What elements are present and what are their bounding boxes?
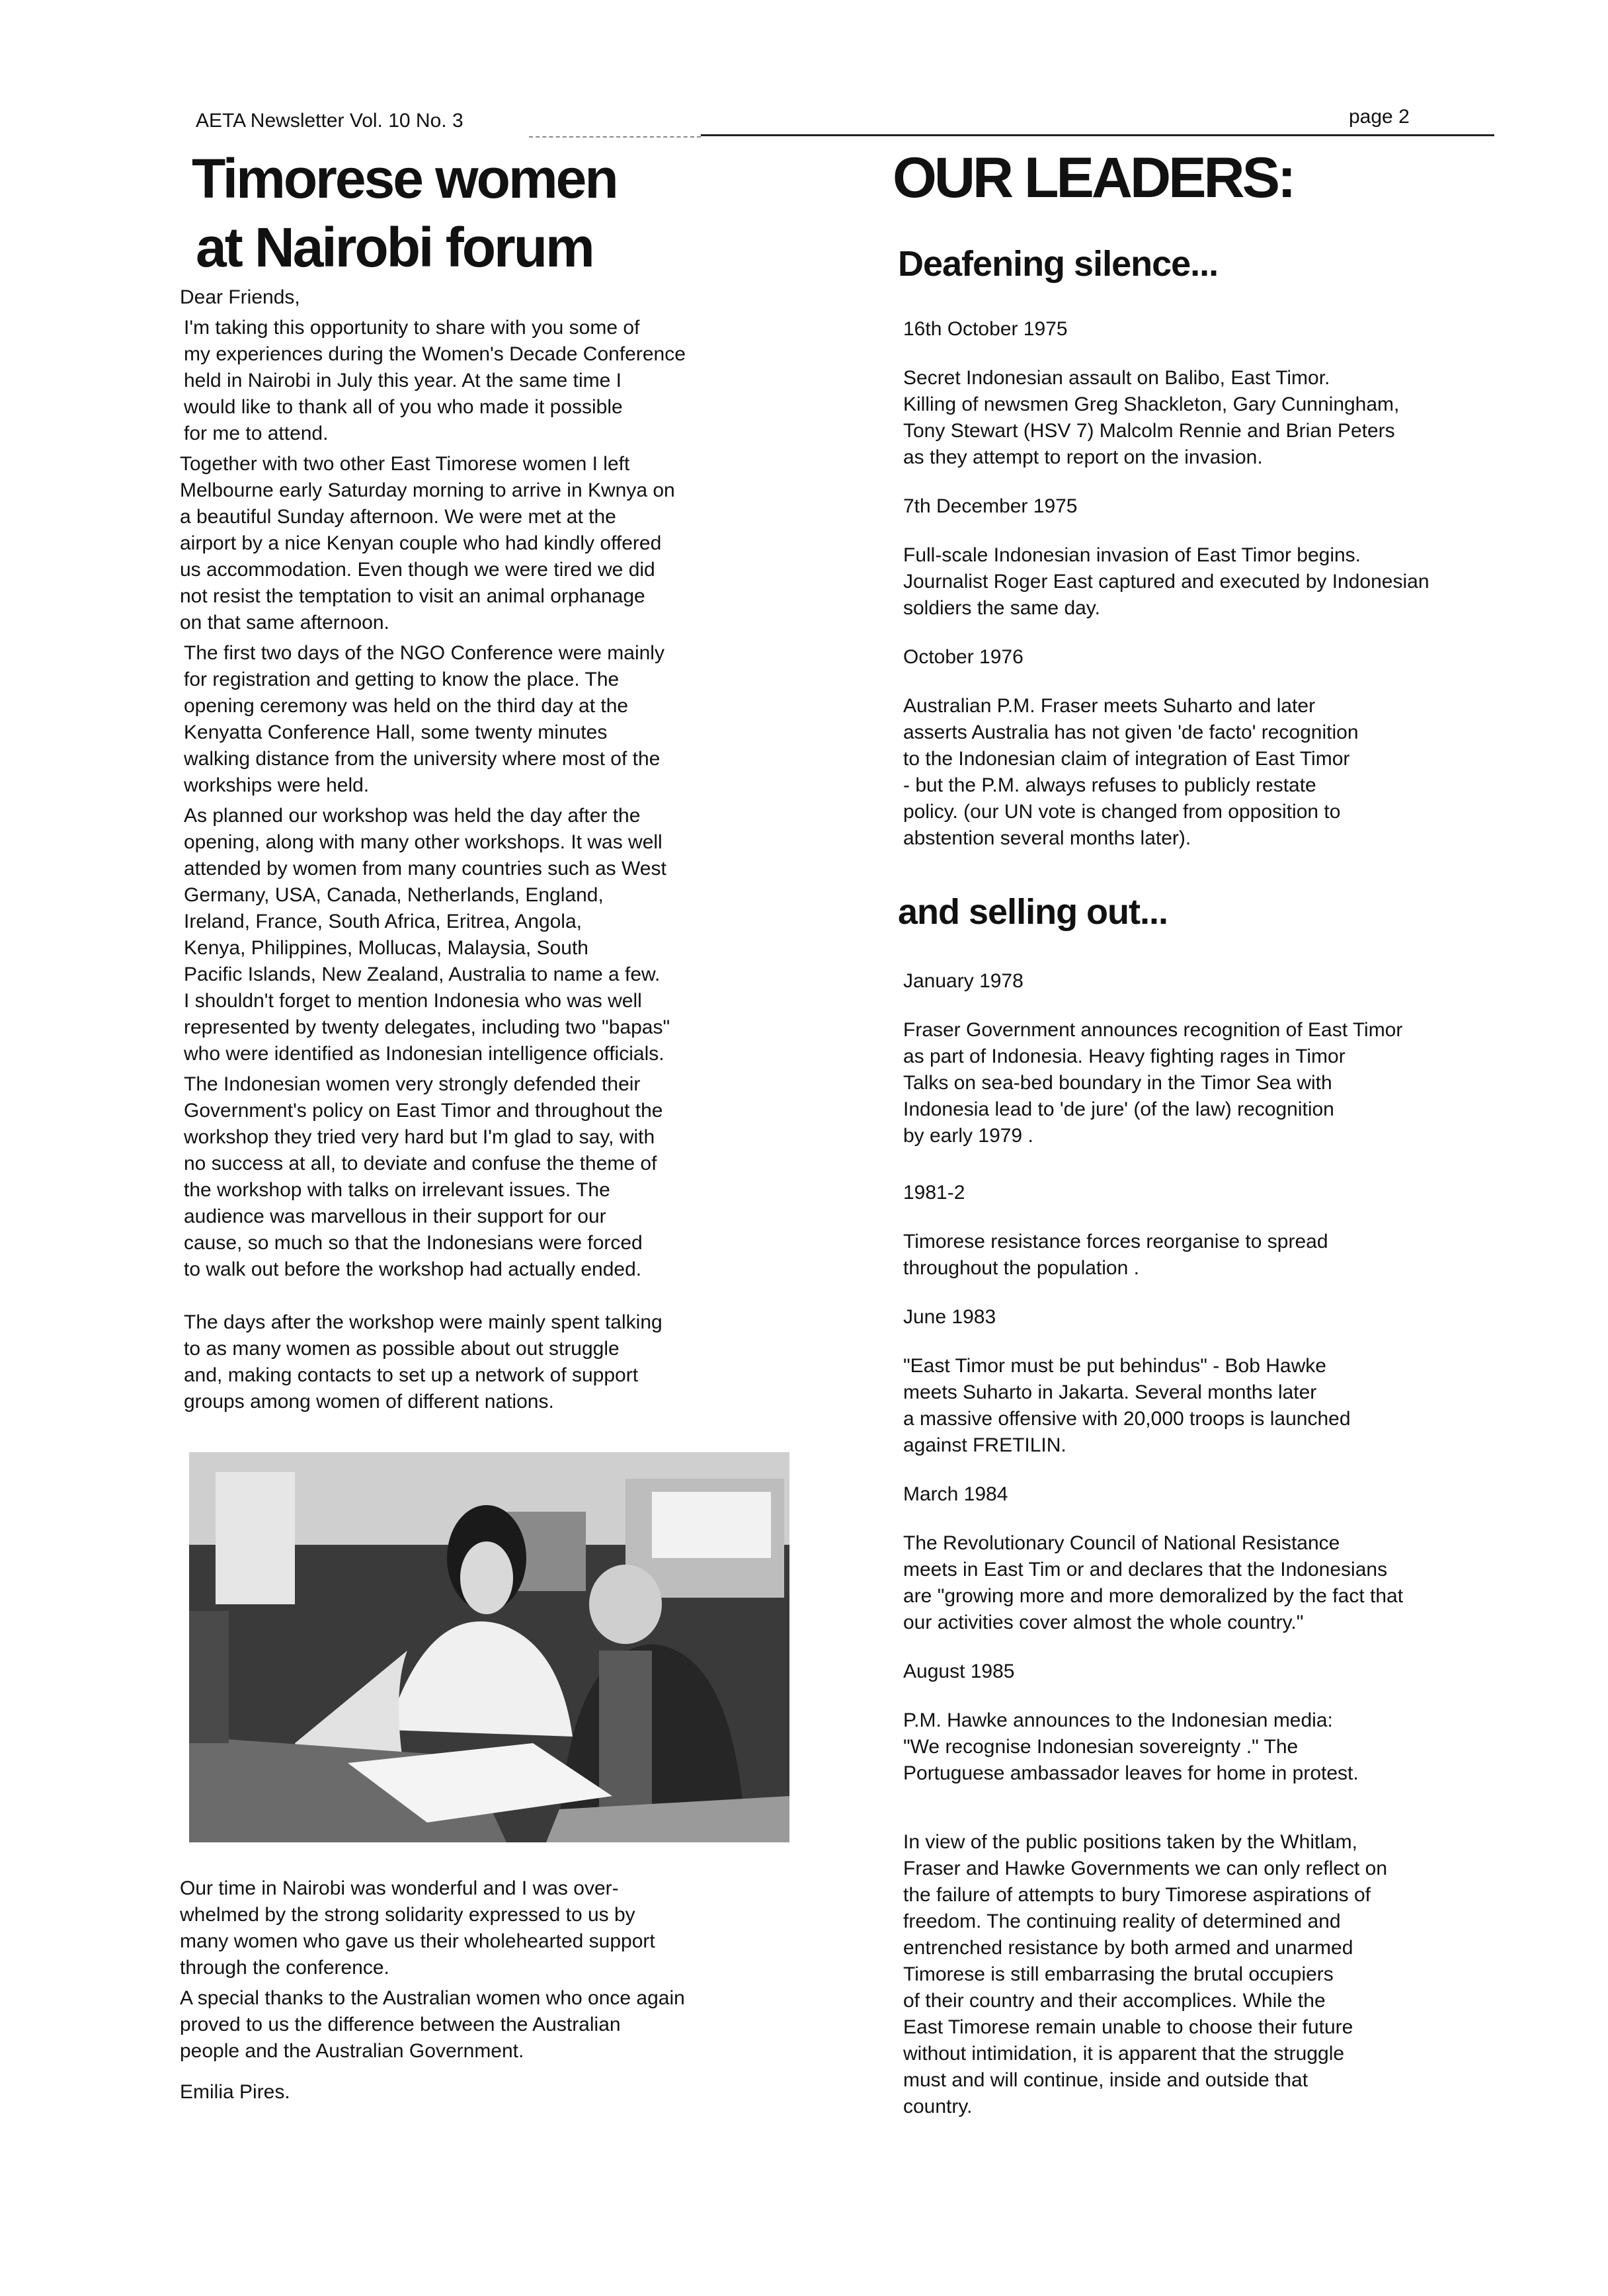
left-article-closing <box>180 1875 788 2110</box>
header-divider <box>701 134 1494 136</box>
timeline-text: The Revolutionary Council of National Resistance meets in East Tim or and declares that the Indonesians are "growing more and more demoralized by the fact that our activities cover almost the whole country." <box>903 1532 1404 1633</box>
paragraph: Dear Friends, <box>180 286 300 308</box>
subheading-selling-out: and selling out... <box>898 892 1168 932</box>
timeline-text: Australian P.M. Fraser meets Suharto and later asserts Australia has not given 'de facto' recognition to the Indonesian claim of integration of East Timor - but the P.M. always refuses to publicly restate policy. (our UN vote is changed from opposition to abstention several months later). <box>903 695 1359 849</box>
timeline-text: P.M. Hawke announces to the Indonesian media: "We recognise Indonesian sovereignty ." The Portuguese ambassador leaves for home in protest. <box>903 1709 1359 1784</box>
paragraph: I'm taking this opportunity to share with you some of my experiences during the Women's Decade Conference held in Nairobi in July this year. At the same time I would like to thank all of you who made it possible for me to attend. <box>184 317 686 444</box>
timeline-date: October 1976 <box>903 646 1024 668</box>
paragraph: As planned our workshop was held the day after the opening, along with many other workshops. It was well attended by women from many countries such as West Germany, USA, Canada, Netherlands, England, Ireland, France, South Africa, Eritrea, Angola, Kenya, Philippines, Mollucas, Malaysia, South Pacific Islands, New Zealand, Australia to name a few. I shouldn't forget to mention Indonesia who was well represented by twenty delegates, including two "bapas" who were identified as Indonesian intelligence officials. <box>184 805 670 1065</box>
caption-paragraph: Our time in Nairobi was wonderful and I was over- whelmed by the strong solidarity expressed to us by many women who gave us their wholehearted support through the conference. <box>180 1877 655 1979</box>
timeline-date: August 1985 <box>903 1660 1015 1682</box>
caption-paragraph: A special thanks to the Australian women who once again proved to us the difference between the Australian people and the Australian Government. <box>180 1987 685 2062</box>
timeline-section-1 <box>903 316 1551 874</box>
timeline-date: 7th December 1975 <box>903 495 1078 517</box>
paragraph: The first two days of the NGO Conference were mainly for registration and getting to know the place. The opening ceremony was held on the third day at the Kenyatta Conference Hall, some twenty minutes walking distance from the university where most of the workships were held. <box>184 642 664 796</box>
left-article-title <box>192 144 617 282</box>
left-title-line-1: Timorese women <box>192 147 617 210</box>
timeline-date: 1981-2 <box>903 1182 965 1204</box>
timeline-text: Timorese resistance forces reorganise to spread throughout the population . <box>903 1231 1328 1279</box>
right-article-title: OUR LEADERS: <box>893 146 1294 210</box>
timeline-date: March 1984 <box>903 1483 1008 1505</box>
photo-illustration <box>189 1452 789 1842</box>
paragraph: The Indonesian women very strongly defended their Government's policy on East Timor and throughout the workshop they tried very hard but I'm glad to say, with no success at all, to deviate and confuse the theme of the workshop with talks on irrelevant issues. The audience was marvellous in their support for our cause, so much so that the Indonesians were forced to walk out before the workshop had actually ended. <box>184 1073 663 1280</box>
paragraph: Together with two other East Timorese women I left Melbourne early Saturday morning to arrive in Kwnya on a beautiful Sunday afternoon. We were met at the airport by a nice Kenyan couple who had kindly offered us accommodation. Even though we were tired we did not resist the temptation to visit an animal orphanage on that same afternoon. <box>180 453 675 634</box>
subheading-deafening-silence: Deafening silence... <box>898 244 1219 284</box>
newsletter-title: AETA Newsletter Vol. 10 No. 3 <box>196 110 463 132</box>
timeline-text: Secret Indonesian assault on Balibo, East Timor. Killing of newsmen Greg Shackleton, Gary Cunningham, Tony Stewart (HSV 7) Malcolm Rennie and Brian Peters as they attempt to report on the invasion. <box>903 367 1400 468</box>
timeline-date: 16th October 1975 <box>903 318 1068 340</box>
right-article-conclusion: In view of the public positions taken by the Whitlam, Fraser and Hawke Governments we can only reflect on the failure of attempts to bury Timorese aspirations of freedom. The continuing reality of determined and entrenched resistance by both armed and unarmed Timorese is still embarrasing the brutal occupiers of their country and their accomplices. While the East Timorese remain unable to choose their future without intimidation, it is apparent that the struggle must and will continue, inside and outside that country. <box>903 1831 1387 2117</box>
left-title-line-2: at Nairobi forum <box>196 216 593 278</box>
paragraph: The days after the workshop were mainly spent talking to as many women as possible about out struggle and, making contacts to set up a network of support groups among women of different nations. <box>184 1311 663 1413</box>
timeline-date: June 1983 <box>903 1306 996 1328</box>
left-article-body <box>180 284 788 1419</box>
conference-photo <box>189 1452 789 1842</box>
timeline-section-2 <box>903 968 1551 1809</box>
header-divider-dashed <box>529 136 701 138</box>
author-signature: Emilia Pires. <box>180 2081 290 2103</box>
timeline-text: "East Timor must be put behindus" - Bob Hawke meets Suharto in Jakarta. Several months later a massive offensive with 20,000 troops is launched against FRETILIN. <box>903 1355 1351 1456</box>
timeline-date: January 1978 <box>903 970 1024 992</box>
timeline-text: Fraser Government announces recognition of East Timor as part of Indonesia. Heavy fighting rages in Timor Talks on sea-bed boundary in the Timor Sea with Indonesia lead to 'de jure' (of the law) recognition by early 1979 . <box>903 1019 1403 1147</box>
page-number: page 2 <box>1349 106 1410 128</box>
timeline-text: Full-scale Indonesian invasion of East Timor begins. Journalist Roger East captured and executed by Indonesian soldiers the same day. <box>903 544 1429 619</box>
